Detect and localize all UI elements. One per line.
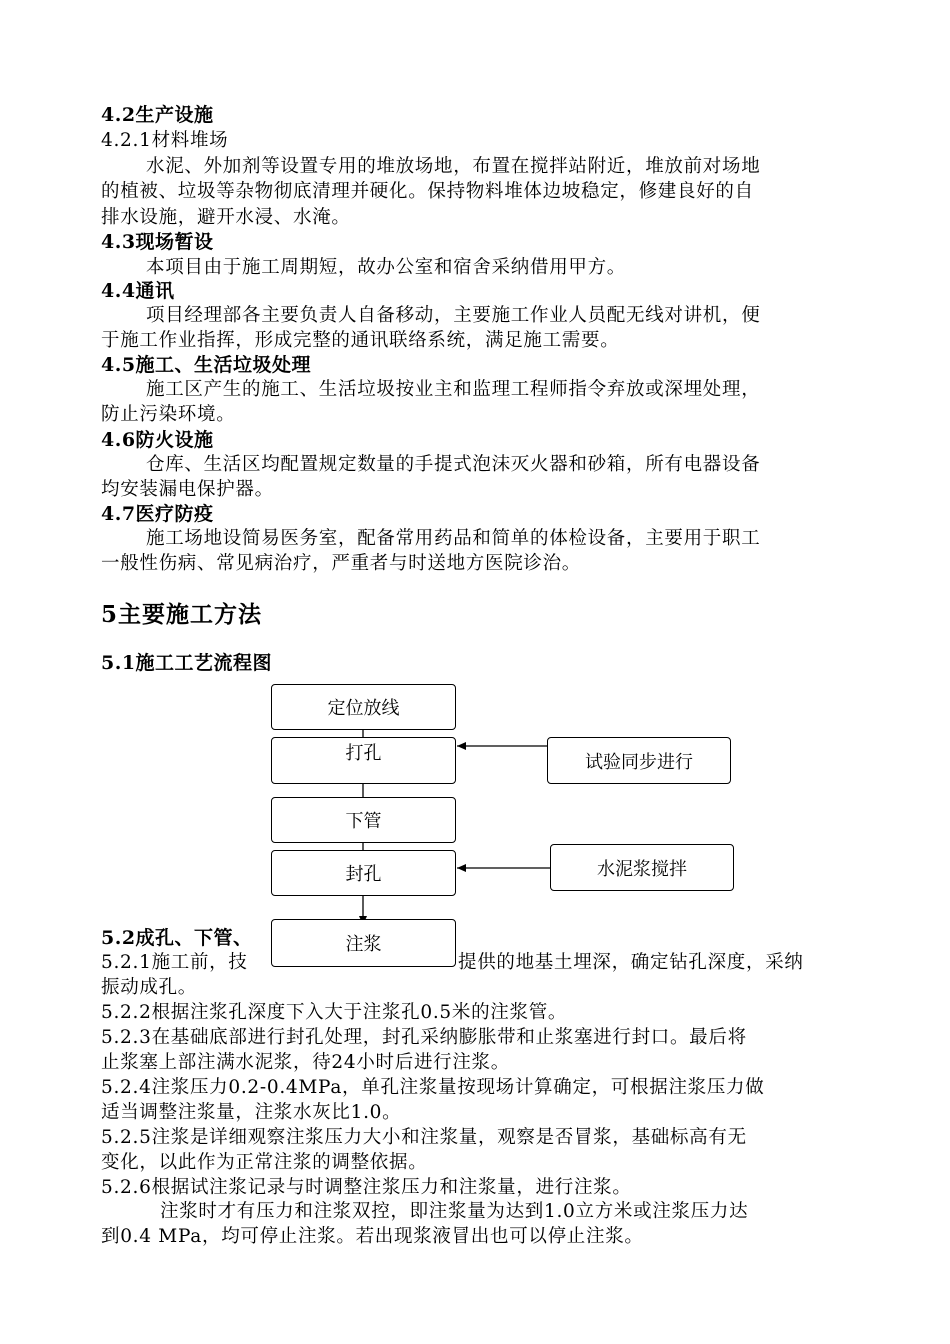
paragraph-line: 的植被、垃圾等杂物彻底清理并硬化。保持物料堆体边坡稳定，修建良好的自: [101, 181, 754, 202]
paragraph-line: 注浆时才有压力和注浆双控，即注浆量为达到1.0立方米或注浆压力达: [160, 1201, 749, 1222]
paragraph-line: 均安装漏电保护器。: [101, 479, 274, 500]
paragraph-line: 一般性伤病、常见病治疗，严重者与时送地方医院诊治。: [101, 553, 582, 574]
section-5-1-title: 5.1施工工艺流程图: [101, 652, 273, 674]
section-4-4-title: 4.4通讯: [101, 280, 175, 302]
paragraph-line: 5.2.4注浆压力0.2-0.4MPa，单孔注浆量按现场计算确定，可根据注浆压力做: [101, 1077, 765, 1098]
section-5-title: 5主要施工方法: [101, 601, 263, 628]
flow-side-test: [547, 737, 731, 784]
paragraph-line: 止浆塞上部注满水泥浆，待24小时后进行注浆。: [101, 1052, 510, 1073]
paragraph-line: 5.2.5注浆是详细观察注浆压力大小和注浆量，观察是否冒浆，基础标高有无: [101, 1127, 747, 1148]
paragraph-line: 变化，以此作为正常注浆的调整依据。: [101, 1152, 428, 1173]
paragraph-line: 5.2.6根据试注浆记录与时调整注浆压力和注浆量，进行注浆。: [101, 1177, 632, 1198]
flow-step-locate: [271, 684, 456, 730]
paragraph-line: 仓库、生活区均配置规定数量的手提式泡沫灭火器和砂箱，所有电器设备: [146, 454, 761, 475]
flow-step-pipe: [271, 797, 456, 843]
paragraph-line: 项目经理部各主要负责人自备移动，主要施工作业人员配无线对讲机，便: [146, 305, 761, 326]
paragraph-line: 防止污染环境。: [101, 404, 236, 425]
flow-step-label: 下管: [345, 811, 382, 832]
section-5-2-title: 5.2成孔、下管、: [101, 927, 253, 949]
paragraph-line: 水泥、外加剂等设置专用的堆放场地，布置在搅拌站附近，堆放前对场地: [146, 156, 761, 177]
section-4-2-title: 4.2生产设施: [101, 104, 214, 126]
paragraph-line: 施工区产生的施工、生活垃圾按业主和监理工程师指令弃放或深埋处理，: [146, 379, 761, 400]
flow-step-grout: [271, 919, 456, 967]
paragraph-line: 5.2.3在基础底部进行封孔处理，封孔采纳膨胀带和止浆塞进行封口。最后将: [101, 1027, 747, 1048]
flow-step-seal: [271, 850, 456, 896]
flow-side-label: 水泥浆搅拌: [597, 858, 687, 880]
flow-step-drill: [271, 737, 456, 784]
flow-side-mix: [550, 844, 734, 891]
section-4-3-title: 4.3现场暂设: [101, 231, 214, 253]
section-4-5-title: 4.5施工、生活垃圾处理: [101, 354, 312, 376]
section-4-2-1-title: 4.2.1材料堆场: [101, 130, 229, 151]
section-4-7-title: 4.7医疗防疫: [101, 503, 214, 525]
paragraph-line: 5.2.2根据注浆孔深度下入大于注浆孔0.5米的注浆管。: [101, 1002, 568, 1023]
section-4-6-title: 4.6防火设施: [101, 429, 214, 451]
flow-step-label: 打孔: [345, 743, 382, 764]
paragraph-line: 5.2.1施工前，技: [101, 952, 248, 973]
paragraph-line: 本项目由于施工周期短，故办公室和宿舍采纳借用甲方。: [146, 257, 627, 278]
paragraph-line: 施工场地设简易医务室，配备常用药品和简单的体检设备，主要用于职工: [146, 528, 761, 549]
paragraph-line: 振动成孔。: [101, 977, 198, 998]
flow-step-label: 注浆: [345, 934, 382, 955]
flow-step-label: 封孔: [345, 864, 382, 885]
paragraph-line: 到0.4 MPa，均可停止注浆。若出现浆液冒出也可以停止注浆。: [101, 1226, 644, 1247]
flow-side-label: 试验同步进行: [585, 751, 693, 773]
paragraph-line: 适当调整注浆量，注浆水灰比1.0。: [101, 1102, 402, 1123]
paragraph-line: 提供的地基土埋深，确定钻孔深度，采纳: [458, 952, 804, 973]
flow-step-label: 定位放线: [327, 698, 400, 719]
paragraph-line: 排水设施，避开水浸、水淹。: [101, 207, 351, 228]
paragraph-line: 于施工作业指挥，形成完整的通讯联络系统，满足施工需要。: [101, 330, 620, 351]
